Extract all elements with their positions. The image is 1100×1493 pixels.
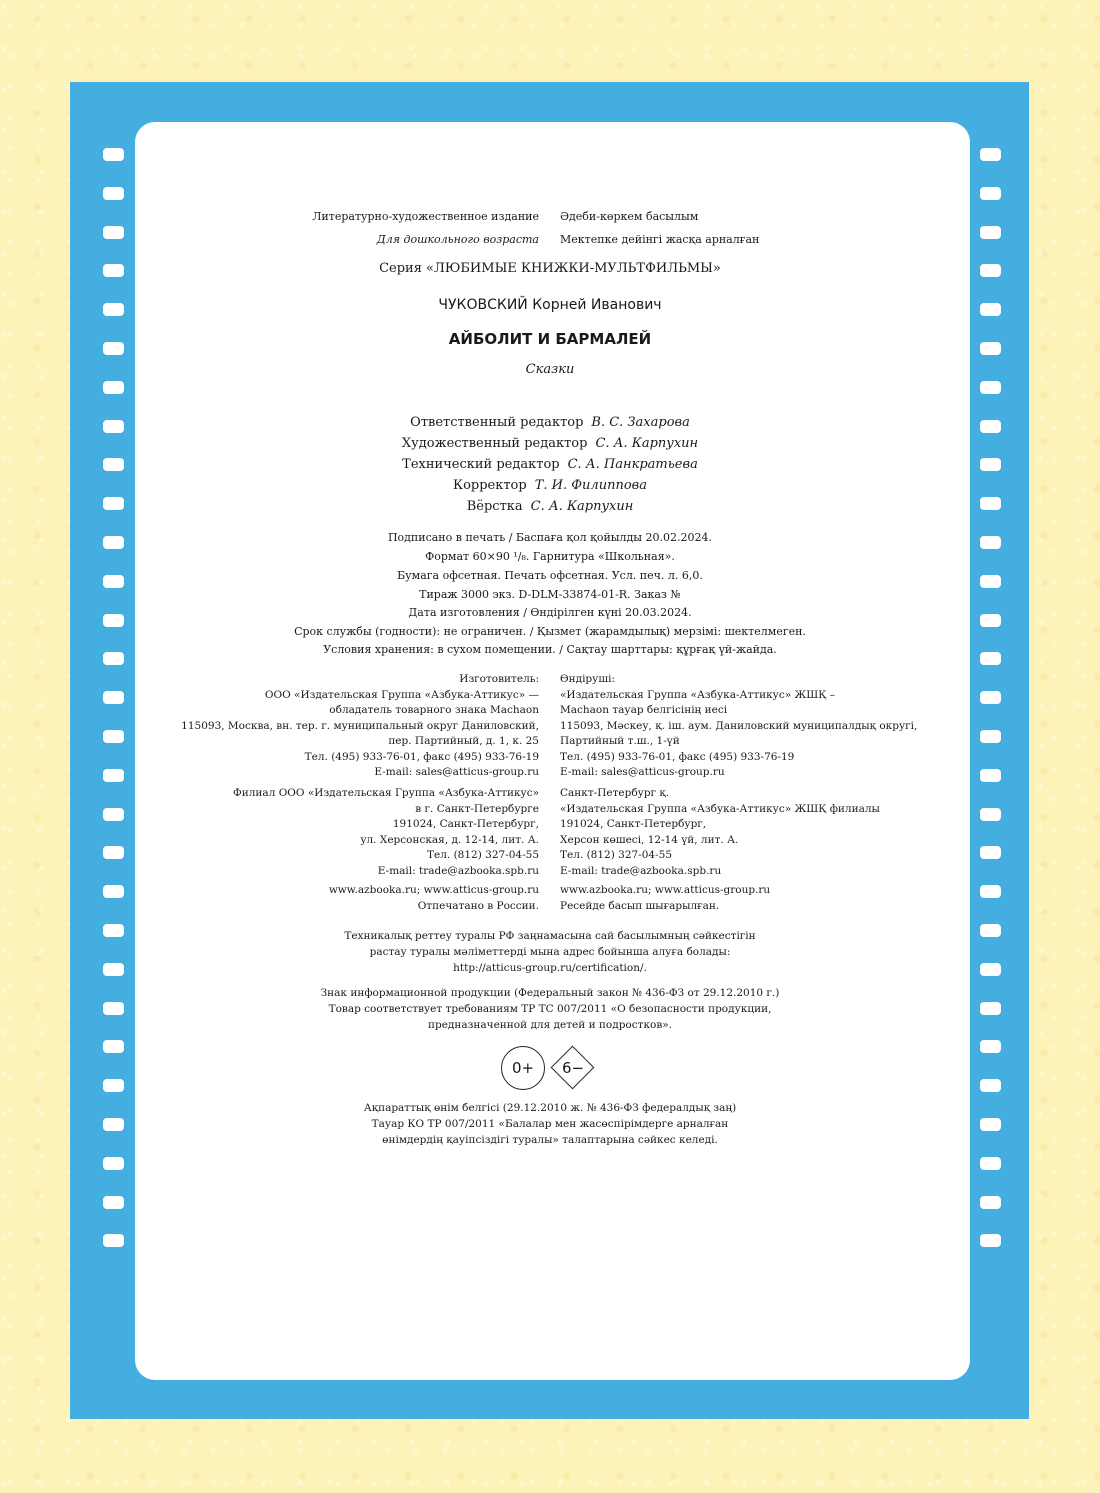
branch-kz [560,786,880,879]
credit-role: Ответственный редактор [410,415,584,430]
text-line: Партийный т.ш., 1-үй [560,735,680,747]
text-line: Тел. (495) 933-76-01, факс (495) 933-76-19 [560,750,795,763]
print-info-line: Условия хранения: в сухом помещении. / Сақтау шарттары: құрғақ үй-жайда. [323,643,777,656]
film-hole [103,1196,124,1209]
film-hole [980,808,1001,821]
text-line: Изготовитель: [459,673,539,685]
age-group-kz: Мектепке дейінгі жасқа арналған [560,233,760,246]
info-kz-line: Ақпараттық өнім белгісі (29.12.2010 ж. № 436-ФЗ федералдық заң) [363,1102,737,1114]
website-line: www.azbooka.ru; www.atticus-group.ru [560,884,771,896]
film-hole [103,1157,124,1170]
certification-line: Техникалық реттеу туралы РФ заңнамасына сай басылымның сәйкестігін [344,930,756,942]
print-info-line: Подписано в печать / Баспаға қол қойылды 20.02.2024. [387,531,713,544]
text-line: ООО «Издательская Группа «Азбука-Аттикус» — [264,688,539,701]
text-line: E-mail: trade@azbooka.spb.ru [560,864,722,877]
credit-row [0,412,1100,433]
text-line: E-mail: sales@atticus-group.ru [374,766,539,778]
film-hole [980,1234,1001,1247]
website-line: www.azbooka.ru; www.atticus-group.ru [328,884,539,896]
credit-row [0,475,1100,496]
film-hole [103,1079,124,1092]
text-line: 191024, Санкт-Петербург, [560,818,707,830]
film-hole [980,730,1001,743]
film-hole [980,1157,1001,1170]
film-hole [103,885,124,898]
credit-role: Технический редактор [402,457,560,472]
credit-name: С. А. Карпухин [595,436,699,451]
film-hole [103,846,124,859]
text-line: Санкт-Петербург қ. [560,787,670,799]
print-info-line: Бумага офсетная. Печать офсетная. Усл. печ. л. 6,0. [397,569,703,582]
text-line: 115093, Мәскеу, қ. іш. аум. Даниловский муниципалдық округі, [560,719,918,732]
film-hole [103,691,124,704]
film-hole [103,808,124,821]
branch-ru [233,786,539,879]
film-hole [980,1196,1001,1209]
film-hole [980,1040,1001,1053]
film-hole [980,846,1001,859]
text-line: пер. Партийный, д. 1, к. 25 [388,735,539,747]
text-line: Өндіруші: [560,673,615,685]
film-hole [103,226,124,239]
credit-name: В. С. Захарова [591,415,690,430]
film-hole [103,187,124,200]
film-hole [103,148,124,161]
certification-line: растау туралы мәліметтерді мына адрес бойынша алуға болады: [369,946,731,958]
text-line: «Издательская Группа «Азбука-Аттикус» ЖШҚ – [560,688,835,701]
print-info-line: Срок службы (годности): не ограничен. / Қызмет (жарамдылық) мерзімі: шектелмеген. [294,625,806,638]
print-info-line: Формат 60×90 ¹/₈. Гарнитура «Школьная». [425,550,675,563]
credit-role: Художественный редактор [401,436,588,451]
film-hole [980,187,1001,200]
web-kz [560,883,770,914]
film-hole [980,885,1001,898]
text-line: Филиал ООО «Издательская Группа «Азбука-Аттикус» [233,787,539,799]
credit-name: С. А. Карпухин [530,499,634,514]
info-ru-line: Товар соответствует требованиям ТР ТС 007/2011 «О безопасности продукции, [328,1003,772,1015]
printed-in-line: Ресейде басып шығарылған. [560,899,720,912]
edition-type-ru: Литературно-художественное издание [312,210,539,223]
age-mark-0-plus-icon [501,1046,545,1090]
author-line: ЧУКОВСКИЙ Корней Иванович [438,297,662,313]
book-subtitle: Сказки [525,362,575,377]
film-hole [980,1079,1001,1092]
manufacturer-ru [181,672,539,781]
age-mark-6-diamond-icon [551,1046,595,1090]
credit-row [0,454,1100,475]
text-line: 115093, Москва, вн. тер. г. муниципальный округ Даниловский, [181,719,539,732]
film-hole [103,381,124,394]
info-kz-line: өнімдердің қауіпсіздігі туралы» талаптарына сәйкес келеді. [382,1134,718,1146]
film-hole [980,226,1001,239]
credit-name: Т. И. Филиппова [534,478,647,493]
info-ru-line: Знак информационной продукции (Федеральный закон № 436-ФЗ от 29.12.2010 г.) [320,987,780,999]
age-group-ru: Для дошкольного возраста [376,233,539,246]
film-hole [103,769,124,782]
credit-name: С. А. Панкратьева [567,457,698,472]
manufacturer-kz [560,672,917,781]
film-hole [103,1234,124,1247]
text-line: Тел. (812) 327-04-55 [427,849,539,861]
text-line: Machaon тауар белгісінің иесі [560,704,728,716]
book-title: АЙБОЛИТ И БАРМАЛЕЙ [448,330,652,348]
text-line: Тел. (812) 327-04-55 [560,849,672,861]
film-hole [980,381,1001,394]
text-line: ул. Херсонская, д. 12-14, лит. А. [360,833,539,846]
film-hole [103,730,124,743]
age-mark-text: 0+ [511,1059,535,1077]
print-info-line: Дата изготовления / Өндірілген күні 20.03.2024. [408,606,692,619]
text-line: «Издательская Группа «Азбука-Аттикус» ЖШҚ филиалы [560,802,880,815]
info-kz-line: Тауар КО ТР 007/2011 «Балалар мен жасөспірімдерге арналған [371,1118,729,1130]
text-line: E-mail: trade@azbooka.spb.ru [377,864,539,877]
credit-role: Корректор [453,478,527,493]
text-line: обладатель товарного знака Machaon [329,704,539,716]
info-ru-line: предназначенной для детей и подростков». [428,1019,672,1031]
credits-block [0,412,1100,517]
film-hole [980,769,1001,782]
text-line: 191024, Санкт-Петербург, [392,818,539,830]
film-hole [980,691,1001,704]
series-line: Серия «ЛЮБИМЫЕ КНИЖКИ-МУЛЬТФИЛЬМЫ» [379,261,721,276]
print-info-line: Тираж 3000 экз. D-DLM-33874-01-R. Заказ № [419,588,681,601]
film-hole [980,148,1001,161]
text-line: в г. Санкт-Петербурге [415,802,539,815]
credit-row [0,433,1100,454]
edition-type-kz: Әдеби-көркем басылым [560,210,699,223]
credit-role: Вёрстка [466,499,523,514]
text-line: Тел. (495) 933-76-01, факс (495) 933-76-19 [304,750,539,763]
web-ru [329,883,539,914]
film-hole [103,1040,124,1053]
certification-line: http://atticus-group.ru/certification/. [453,962,647,974]
credit-row [0,496,1100,517]
printed-in-line: Отпечатано в России. [417,899,539,912]
text-line: Херсон көшесі, 12-14 үй, лит. А. [560,833,739,846]
text-line: E-mail: sales@atticus-group.ru [560,766,725,778]
age-mark-text: 6− [561,1059,585,1077]
